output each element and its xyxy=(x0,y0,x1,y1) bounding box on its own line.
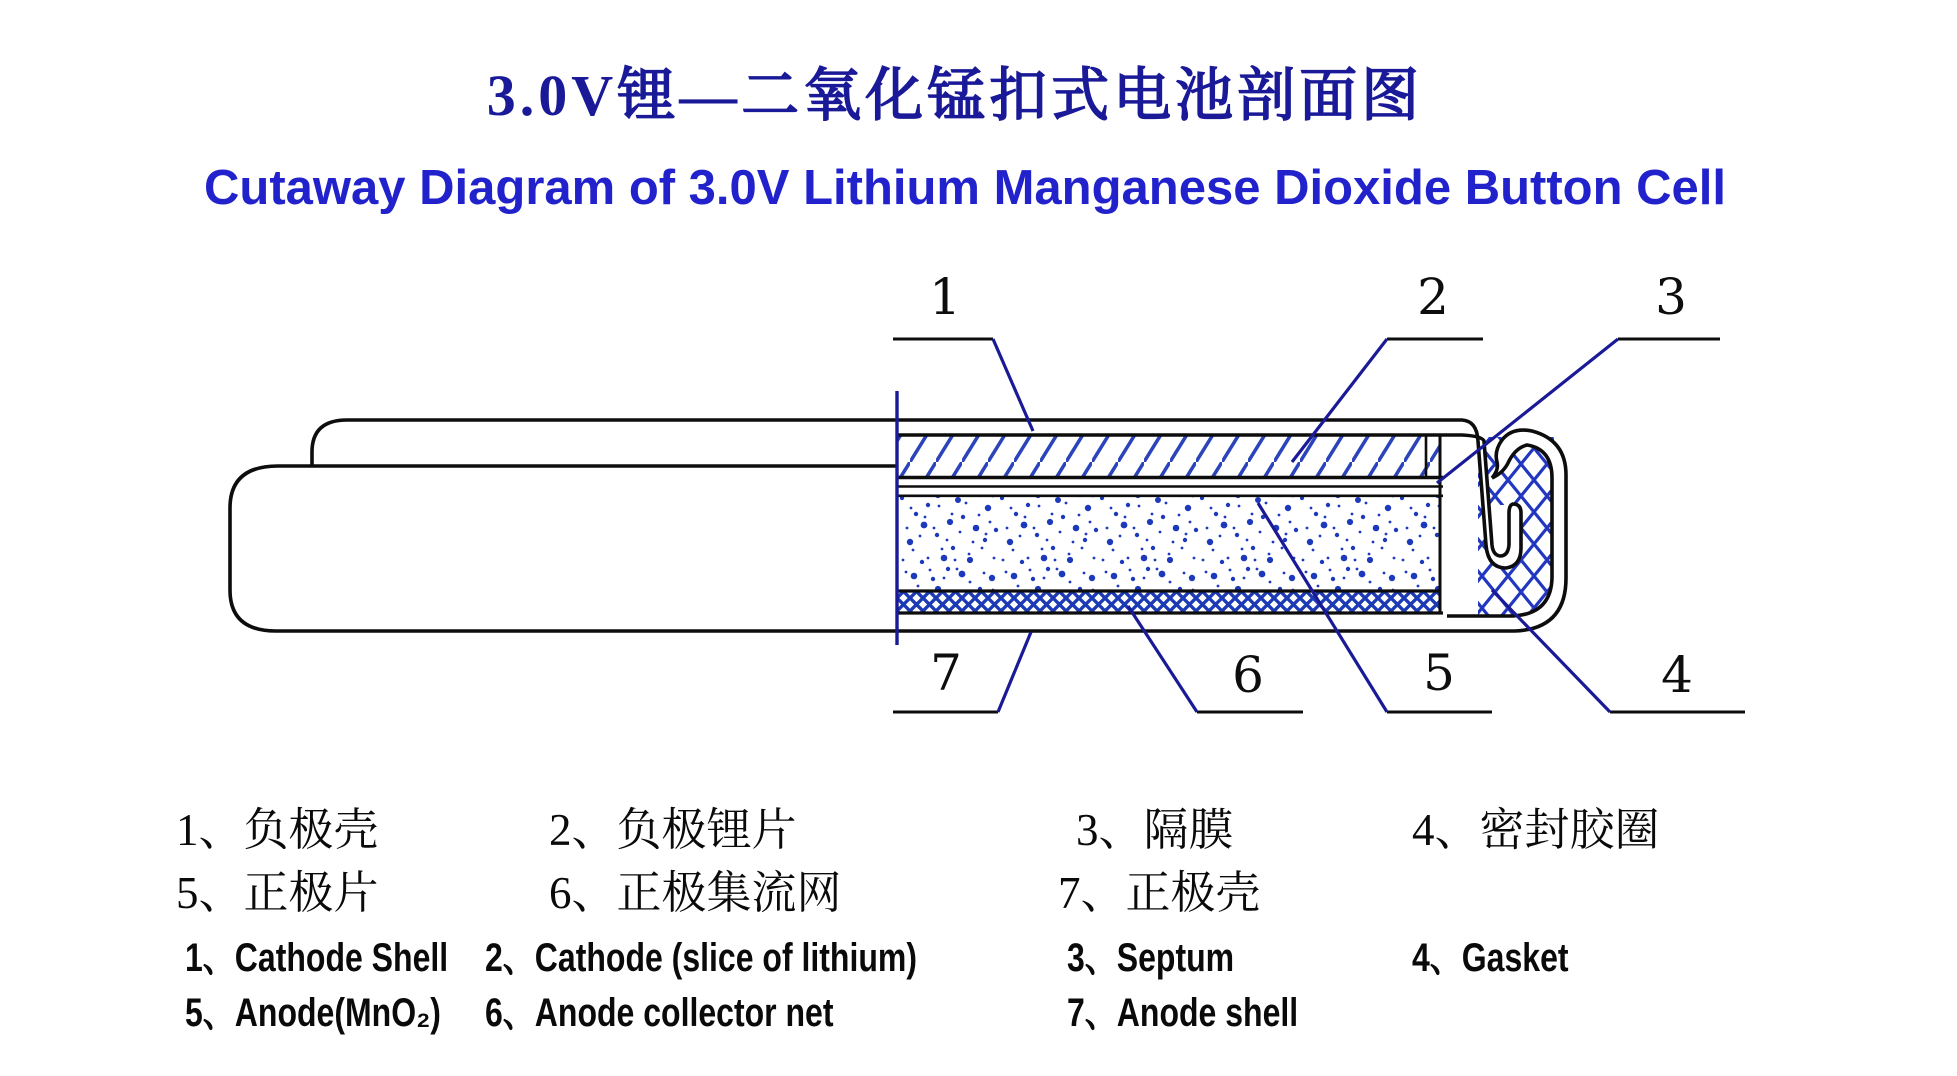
legend-item-en-6: 6、Anode collector net xyxy=(485,991,834,1035)
legend-item-en-4: 4、Gasket xyxy=(1412,936,1569,980)
legend-item-zh-4: 4、密封胶圈 xyxy=(1412,805,1660,855)
callout-number-3: 3 xyxy=(1655,268,1687,326)
legend-item-en-1: 1、Cathode Shell xyxy=(185,936,449,980)
legend-item-zh-7: 7、正极壳 xyxy=(1058,868,1261,918)
callout-number-5: 5 xyxy=(1423,644,1455,702)
legend-item-zh-3: 3、隔膜 xyxy=(1076,805,1234,855)
legend-item-en-2: 2、Cathode (slice of lithium) xyxy=(485,936,918,980)
mno2-anode-layer xyxy=(897,497,1440,590)
callout-number-7: 7 xyxy=(930,644,962,702)
legend-item-en-5: 5、Anode(MnO₂) xyxy=(185,991,441,1035)
page-title-chinese: 3.0V锂—二氧化锰扣式电池剖面图 xyxy=(486,63,1424,128)
callout-number-6: 6 xyxy=(1232,646,1264,704)
legend-item-en-3: 3、Septum xyxy=(1067,936,1235,980)
callout-number-4: 4 xyxy=(1661,646,1693,704)
callout-number-1: 1 xyxy=(929,268,961,326)
collector-net-layer xyxy=(897,592,1440,612)
lithium-slice-layer xyxy=(897,436,1440,477)
leader-7 xyxy=(998,632,1031,712)
legend-item-zh-5: 5、正极片 xyxy=(176,868,379,918)
page-title-english: Cutaway Diagram of 3.0V Lithium Manganese Dioxide Button Cell xyxy=(204,161,1726,215)
legend-item-zh-1: 1、负极壳 xyxy=(176,805,379,855)
leader-1 xyxy=(993,339,1033,431)
legend-item-zh-6: 6、正极集流网 xyxy=(549,868,842,918)
legend-item-en-7: 7、Anode shell xyxy=(1067,991,1299,1035)
callout-number-2: 2 xyxy=(1417,268,1449,326)
legend-item-zh-2: 2、负极锂片 xyxy=(549,805,797,855)
leader-6 xyxy=(1128,606,1197,712)
